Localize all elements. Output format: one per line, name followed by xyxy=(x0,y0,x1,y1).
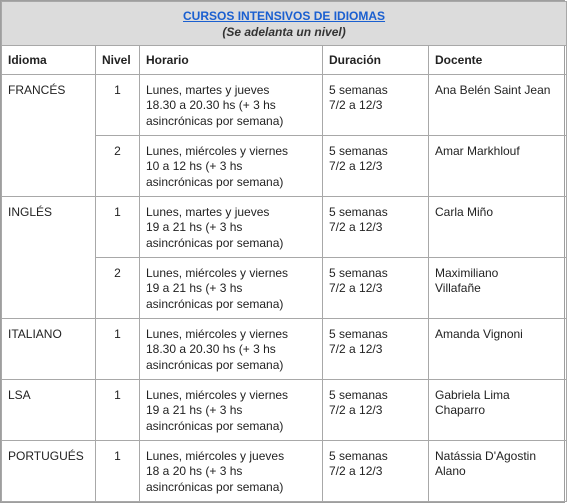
schedule-line: Lunes, miércoles y viernes xyxy=(146,144,289,158)
schedule-line: 18 a 20 hs (+ 3 hs xyxy=(146,464,243,479)
duration-line: 5 semanas xyxy=(329,144,388,158)
duration-cell xyxy=(323,258,429,319)
schedule-cell xyxy=(140,75,323,136)
level-value: 2 xyxy=(114,266,121,280)
header-nivel: Nivel xyxy=(96,46,140,75)
language-label: ITALIANO xyxy=(8,327,62,341)
schedule-line: Lunes, miércoles y jueves xyxy=(146,449,285,463)
duration-line: 7/2 a 12/3 xyxy=(329,464,383,479)
level-cell xyxy=(96,258,140,319)
schedule-line: 19 a 21 hs (+ 3 hs xyxy=(146,281,243,296)
schedule-cell xyxy=(140,197,323,258)
duration-line: 5 semanas xyxy=(329,449,388,463)
level-value: 1 xyxy=(114,83,121,97)
teacher-line: Carla Miño xyxy=(435,205,494,219)
header-idioma: Idioma xyxy=(2,46,96,75)
schedule-line: asincrónicas por semana) xyxy=(146,174,284,189)
teacher-line: Villafañe xyxy=(435,281,481,296)
level-value: 2 xyxy=(114,144,121,158)
title-banner xyxy=(2,2,567,46)
teacher-line: Amar Markhlouf xyxy=(435,144,520,158)
table-row xyxy=(2,380,567,441)
schedule-line: Lunes, martes y jueves xyxy=(146,205,270,219)
duration-cell xyxy=(323,319,429,380)
table-row xyxy=(2,75,567,136)
teacher-line: Maximiliano xyxy=(435,266,499,280)
schedule-line: 19 a 21 hs (+ 3 hs xyxy=(146,220,243,235)
duration-line: 7/2 a 12/3 xyxy=(329,220,383,235)
level-cell xyxy=(96,441,140,502)
schedule-line: Lunes, miércoles y viernes xyxy=(146,388,289,402)
teacher-cell xyxy=(429,441,567,502)
schedule-line: Lunes, martes y jueves xyxy=(146,83,270,97)
schedule-cell xyxy=(140,319,323,380)
language-label: FRANCÉS xyxy=(8,83,66,97)
duration-cell xyxy=(323,380,429,441)
language-cell xyxy=(2,441,96,502)
schedule-line: 10 a 12 hs (+ 3 hs xyxy=(146,159,243,174)
duration-line: 7/2 a 12/3 xyxy=(329,98,383,113)
header-duracion: Duración xyxy=(323,46,429,75)
schedule-line: asincrónicas por semana) xyxy=(146,418,284,433)
header-docente: Docente xyxy=(429,46,567,75)
language-label: INGLÉS xyxy=(8,205,53,219)
teacher-cell xyxy=(429,75,567,136)
duration-line: 7/2 a 12/3 xyxy=(329,403,383,418)
header-horario: Horario xyxy=(140,46,323,75)
schedule-cell xyxy=(140,441,323,502)
schedule-line: 19 a 21 hs (+ 3 hs xyxy=(146,403,243,418)
schedule-line: asincrónicas por semana) xyxy=(146,235,284,250)
level-cell xyxy=(96,75,140,136)
duration-line: 7/2 a 12/3 xyxy=(329,281,383,296)
duration-cell xyxy=(323,75,429,136)
duration-line: 5 semanas xyxy=(329,83,388,97)
teacher-cell xyxy=(429,258,567,319)
schedule-line: 18.30 a 20.30 hs (+ 3 hs xyxy=(146,342,276,357)
table-subtitle: (Se adelanta un nivel) xyxy=(222,25,346,39)
level-value: 1 xyxy=(114,205,121,219)
level-cell xyxy=(96,380,140,441)
duration-line: 5 semanas xyxy=(329,327,388,341)
schedule-line: asincrónicas por semana) xyxy=(146,113,284,128)
schedule-line: Lunes, miércoles y viernes xyxy=(146,266,289,280)
schedule-line: asincrónicas por semana) xyxy=(146,479,284,494)
level-value: 1 xyxy=(114,388,121,402)
duration-cell xyxy=(323,441,429,502)
duration-line: 7/2 a 12/3 xyxy=(329,159,383,174)
level-value: 1 xyxy=(114,327,121,341)
level-cell xyxy=(96,319,140,380)
schedule-line: asincrónicas por semana) xyxy=(146,296,284,311)
level-value: 1 xyxy=(114,449,121,463)
duration-line: 7/2 a 12/3 xyxy=(329,342,383,357)
duration-cell xyxy=(323,136,429,197)
teacher-cell xyxy=(429,319,567,380)
teacher-line: Chaparro xyxy=(435,403,486,418)
duration-line: 5 semanas xyxy=(329,266,388,280)
level-cell xyxy=(96,197,140,258)
table-row xyxy=(2,319,567,380)
language-label: LSA xyxy=(8,388,31,402)
language-cell xyxy=(2,75,96,197)
courses-table xyxy=(1,1,567,502)
table-row xyxy=(2,197,567,258)
table-row xyxy=(2,441,567,502)
teacher-line: Alano xyxy=(435,464,466,479)
header-row xyxy=(2,46,567,75)
language-cell xyxy=(2,319,96,380)
teacher-cell xyxy=(429,136,567,197)
teacher-line: Natássia D'Agostin xyxy=(435,449,537,463)
schedule-cell xyxy=(140,380,323,441)
language-label: PORTUGUÉS xyxy=(8,449,84,463)
duration-cell xyxy=(323,197,429,258)
teacher-cell xyxy=(429,380,567,441)
schedule-line: 18.30 a 20.30 hs (+ 3 hs xyxy=(146,98,276,113)
schedule-cell xyxy=(140,136,323,197)
title-row xyxy=(2,2,567,46)
teacher-line: Gabriela Lima xyxy=(435,388,510,402)
schedule-line: asincrónicas por semana) xyxy=(146,357,284,372)
schedule-line: Lunes, miércoles y viernes xyxy=(146,327,289,341)
teacher-line: Amanda Vignoni xyxy=(435,327,523,341)
duration-line: 5 semanas xyxy=(329,205,388,219)
teacher-line: Ana Belén Saint Jean xyxy=(435,83,551,97)
language-cell xyxy=(2,380,96,441)
language-cell xyxy=(2,197,96,319)
table-body xyxy=(2,75,567,502)
schedule-cell xyxy=(140,258,323,319)
duration-line: 5 semanas xyxy=(329,388,388,402)
table-title-link[interactable]: CURSOS INTENSIVOS DE IDIOMAS xyxy=(183,9,386,23)
level-cell xyxy=(96,136,140,197)
teacher-cell xyxy=(429,197,567,258)
